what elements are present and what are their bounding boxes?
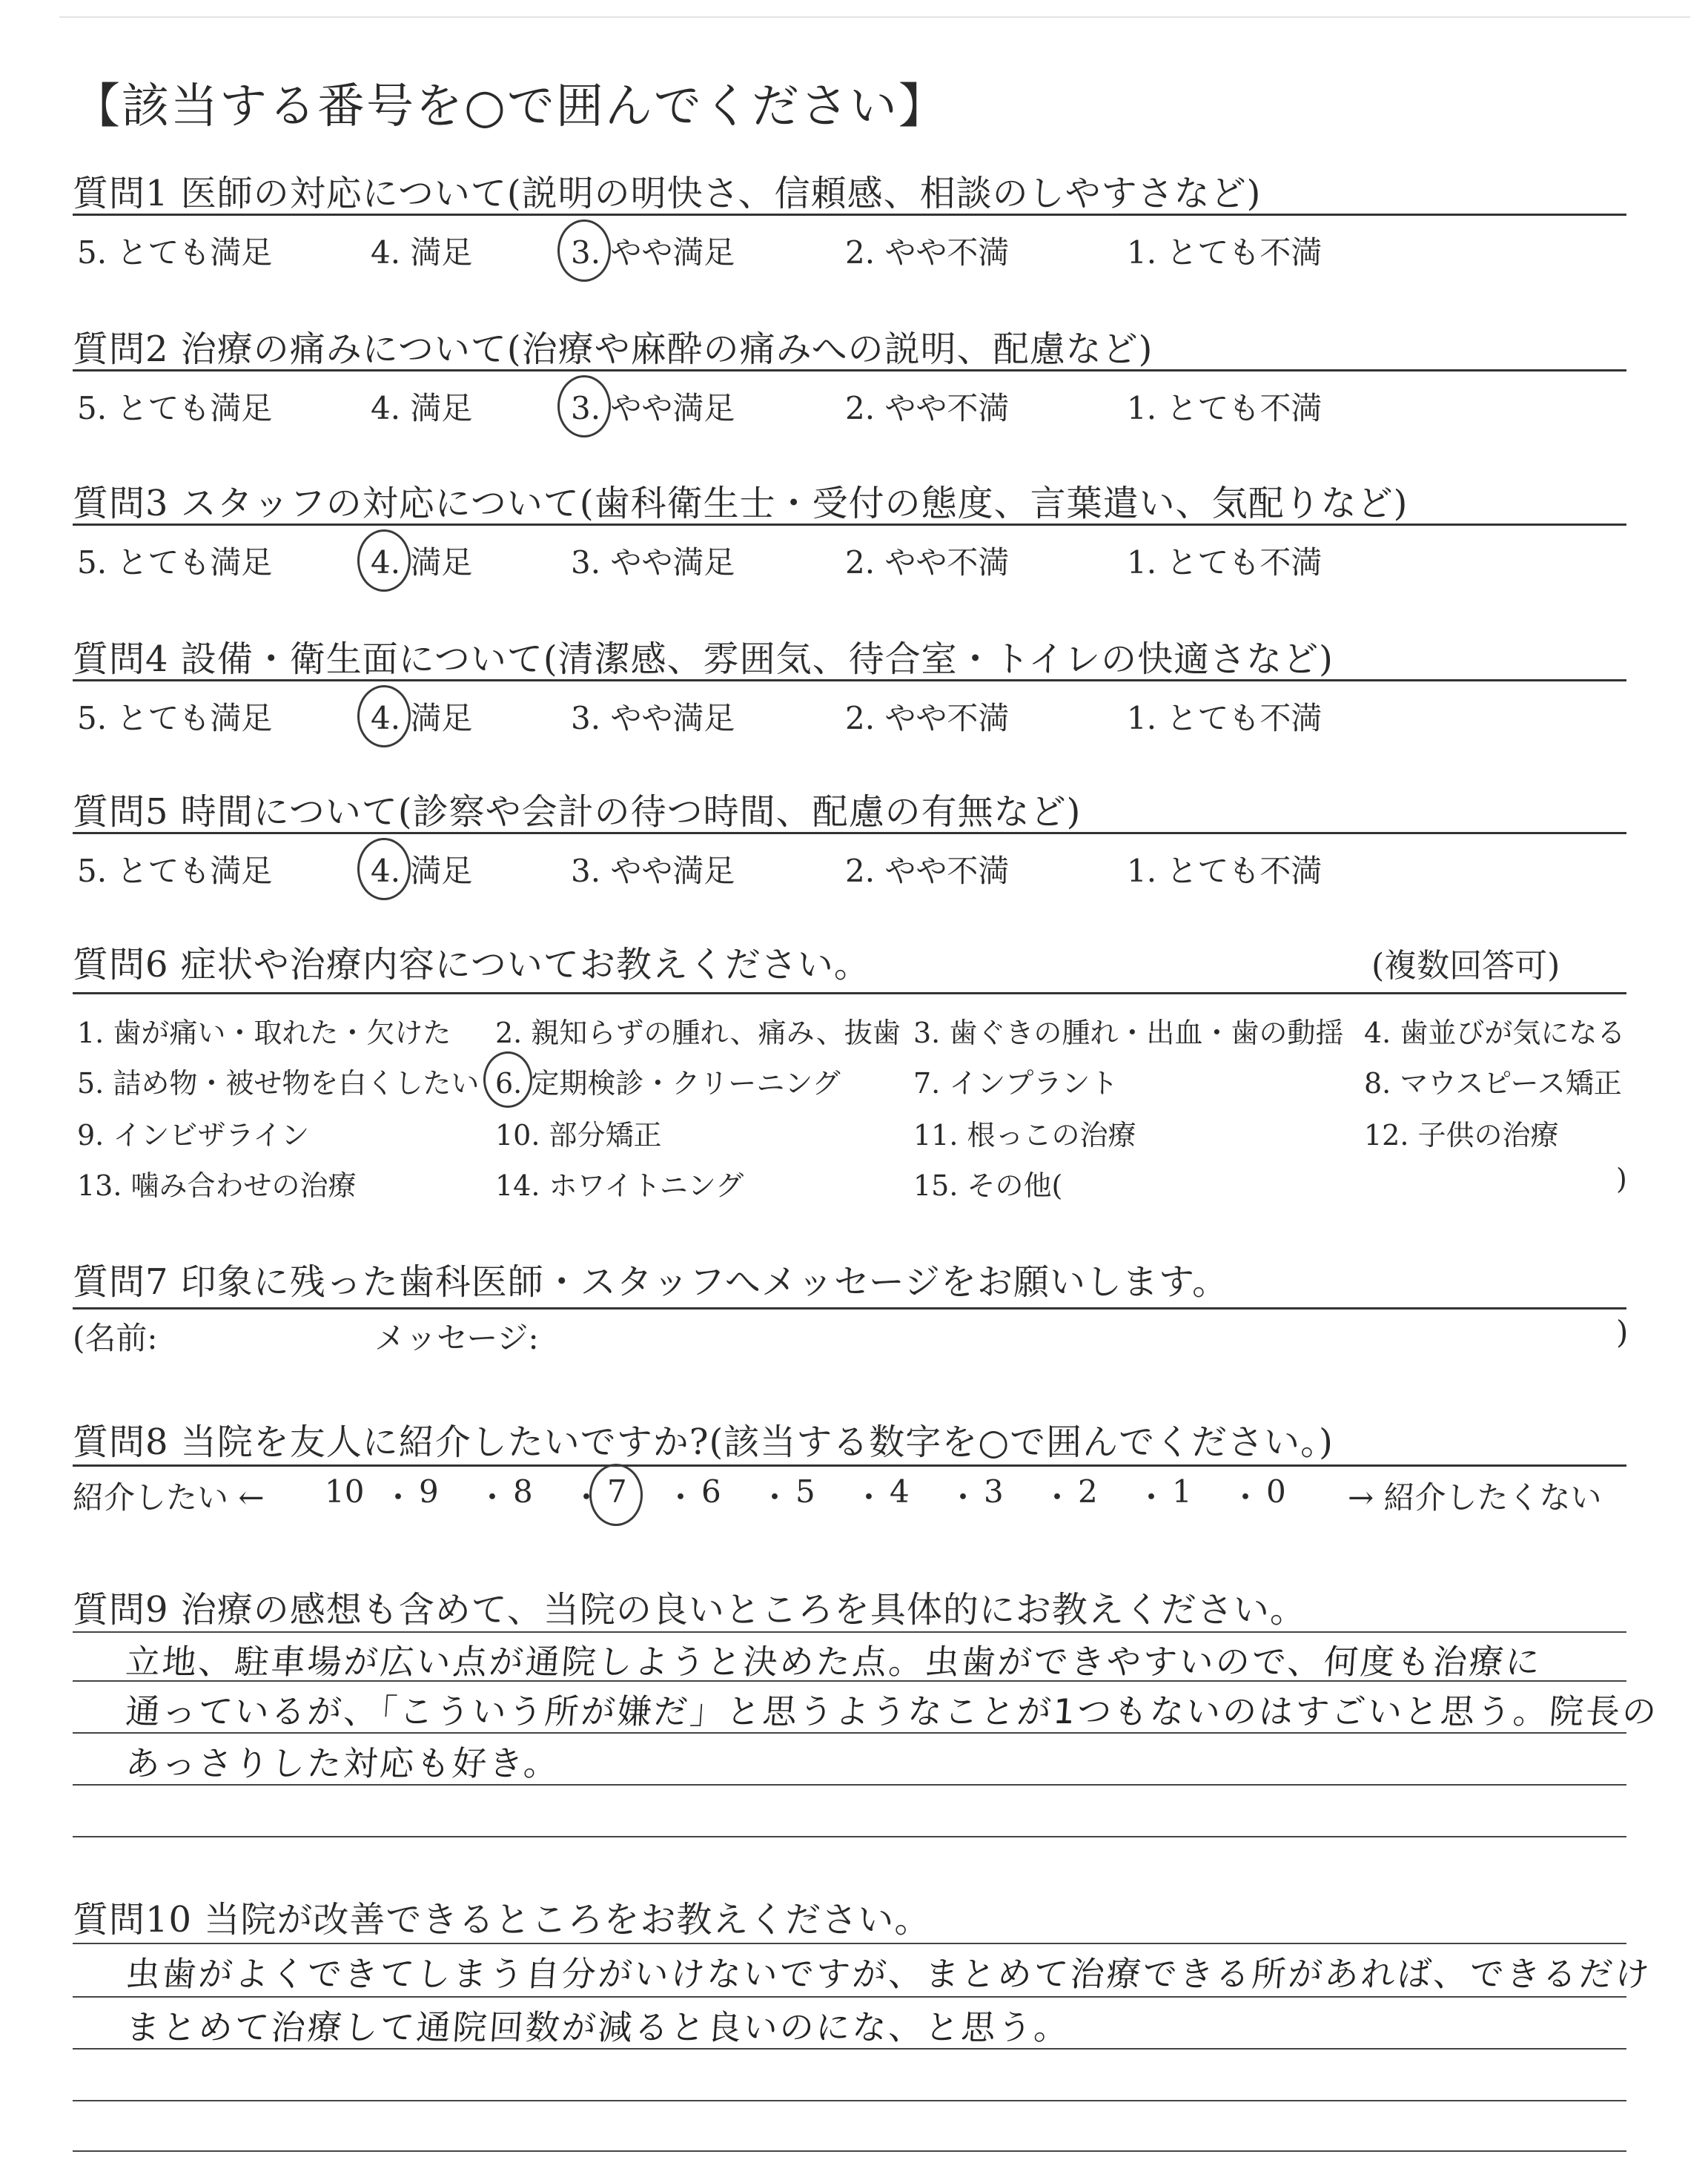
rating-option[interactable]: 3. やや満足 (571, 390, 735, 426)
rating-option[interactable]: 1. とても不満 (1127, 853, 1323, 889)
scale-separator: ・ (853, 1479, 885, 1516)
question-1-rule (73, 214, 1626, 216)
scale-number[interactable]: 8 (513, 1473, 533, 1510)
recommend-label: 紹介したい ← (73, 1479, 265, 1516)
writing-line (73, 2100, 1626, 2101)
selected-circle-mark (589, 1464, 643, 1526)
rating-option[interactable]: 5. とても満足 (77, 544, 273, 581)
handwritten-answer-line: 通っているが、「こういう所が嫌だ」と思うようなことが1つもないのはすごいと思う。院長の (124, 1691, 1660, 1731)
handwritten-answer-line: 虫歯がよくできてしまう自分がいけないですが、まとめて治療できる所があれば、できるだけ (124, 1954, 1653, 1994)
symptom-option[interactable]: 1. 歯が痛い・取れた・欠けた (77, 1017, 451, 1049)
scale-number[interactable]: 5 (795, 1473, 815, 1510)
symptom-option[interactable]: 2. 親知らずの腫れ、痛み、抜歯 (495, 1017, 901, 1049)
rating-option[interactable]: 5. とても満足 (77, 390, 273, 426)
message-close-paren: ) (1616, 1314, 1629, 1350)
scale-separator: ・ (947, 1479, 979, 1516)
symptom-option[interactable]: 3. 歯ぐきの腫れ・出血・歯の動揺 (913, 1017, 1344, 1049)
question-1-title: 質問1 医師の対応について(説明の明快さ、信頼感、相談のしやすさなど) (73, 173, 1262, 214)
scale-separator: ・ (759, 1479, 791, 1516)
question-7-rule (73, 1307, 1626, 1309)
not-recommend-label: → 紹介したくない (1348, 1479, 1602, 1516)
symptom-option[interactable]: 11. 根っこの治療 (913, 1119, 1136, 1152)
symptom-option[interactable]: 7. インプラント (913, 1067, 1119, 1100)
handwritten-answer-line: あっさりした対応も好き。 (124, 1743, 562, 1783)
scale-separator: ・ (1042, 1479, 1073, 1516)
other-close-paren: ) (1616, 1163, 1627, 1195)
writing-line (73, 2150, 1626, 2152)
rating-option[interactable]: 4. 満足 (371, 700, 473, 736)
symptom-option[interactable]: 10. 部分矯正 (495, 1119, 662, 1152)
rating-option[interactable]: 5. とても満足 (77, 234, 273, 271)
rating-option[interactable]: 4. 満足 (371, 390, 473, 426)
rating-option[interactable]: 2. やや不満 (845, 234, 1010, 271)
question-7-title: 質問7 印象に残った歯科医師・スタッフへメッセージをお願いします。 (73, 1261, 1229, 1303)
question-3-rule (73, 524, 1626, 526)
message-label: メッセージ: (374, 1320, 539, 1356)
question-6-rule (73, 992, 1626, 994)
rating-option[interactable]: 2. やや不満 (845, 853, 1010, 889)
symptom-option[interactable]: 12. 子供の治療 (1364, 1119, 1559, 1152)
rating-option[interactable]: 4. 満足 (371, 853, 473, 889)
symptom-option[interactable]: 5. 詰め物・被せ物を白くしたい (77, 1067, 480, 1100)
question-8-title: 質問8 当院を友人に紹介したいですか?(該当する数字を○で囲んでください。) (73, 1421, 1334, 1463)
question-8-rule (73, 1464, 1626, 1467)
page-top-rule (59, 16, 1690, 18)
scale-separator: ・ (665, 1479, 697, 1516)
scale-number[interactable]: 2 (1078, 1473, 1098, 1510)
symptom-option[interactable]: 15. その他( (913, 1169, 1063, 1202)
scale-separator: ・ (1230, 1479, 1262, 1516)
multiple-answers-note: (複数回答可) (1371, 947, 1560, 985)
rating-option[interactable]: 3. やや満足 (571, 853, 735, 889)
symptom-option[interactable]: 8. マウスピース矯正 (1364, 1067, 1622, 1100)
scale-separator: ・ (571, 1479, 603, 1516)
rating-option[interactable]: 5. とても満足 (77, 700, 273, 736)
symptom-option[interactable]: 4. 歯並びが気になる (1364, 1017, 1626, 1049)
question-9-title: 質問9 治療の感想も含めて、当院の良いところを具体的にお教えください。 (73, 1589, 1306, 1631)
scale-number[interactable]: 6 (701, 1473, 721, 1510)
form-header: 【該当する番号を○で囲んでください】 (73, 79, 947, 134)
rating-option[interactable]: 1. とても不満 (1127, 390, 1323, 426)
scale-number[interactable]: 10 (325, 1473, 365, 1510)
selected-circle-mark (357, 529, 411, 592)
handwritten-answer-line: まとめて治療して通院回数が減ると良いのにな、と思う。 (124, 2007, 1072, 2047)
rating-option[interactable]: 2. やや不満 (845, 544, 1010, 581)
question-2-title: 質問2 治療の痛みについて(治療や麻酔の痛みへの説明、配慮など) (73, 328, 1153, 370)
question-10-title: 質問10 当院が改善できるところをお教えください。 (73, 1899, 931, 1941)
symptom-option[interactable]: 6. 定期検診・クリーニング (495, 1067, 841, 1100)
question-5-title: 質問5 時間について(診察や会計の待つ時間、配慮の有無など) (73, 791, 1082, 833)
rating-option[interactable]: 3. やや満足 (571, 234, 735, 271)
rating-option[interactable]: 1. とても不満 (1127, 544, 1323, 581)
scale-number[interactable]: 4 (890, 1473, 910, 1510)
rating-option[interactable]: 1. とても不満 (1127, 234, 1323, 271)
question-4-title: 質問4 設備・衛生面について(清潔感、雰囲気、待合室・トイレの快適さなど) (73, 638, 1334, 680)
selected-circle-mark (557, 375, 611, 437)
scale-separator: ・ (383, 1479, 414, 1516)
selected-circle-mark (357, 838, 411, 900)
rating-option[interactable]: 4. 満足 (371, 544, 473, 581)
rating-option[interactable]: 2. やや不満 (845, 390, 1010, 426)
symptom-option[interactable]: 14. ホワイトニング (495, 1169, 744, 1202)
name-label: (名前: (73, 1320, 158, 1356)
rating-option[interactable]: 5. とても満足 (77, 853, 273, 889)
scale-number[interactable]: 0 (1266, 1473, 1286, 1510)
question-5-rule (73, 832, 1626, 834)
handwritten-answer-line: 立地、駐車場が広い点が通院しようと決めた点。虫歯ができやすいので、何度も治療に (124, 1642, 1543, 1682)
rating-option[interactable]: 4. 満足 (371, 234, 473, 271)
question-2-rule (73, 369, 1626, 371)
writing-line (73, 1631, 1626, 1633)
scale-separator: ・ (1136, 1479, 1168, 1516)
scale-number[interactable]: 7 (607, 1473, 627, 1510)
scale-number[interactable]: 9 (419, 1473, 439, 1510)
scale-number[interactable]: 1 (1172, 1473, 1192, 1510)
selected-circle-mark (483, 1051, 532, 1108)
rating-option[interactable]: 3. やや満足 (571, 544, 735, 581)
rating-option[interactable]: 3. やや満足 (571, 700, 735, 736)
scale-separator: ・ (477, 1479, 509, 1516)
question-6-title: 質問6 症状や治療内容についてお教えください。 (73, 944, 870, 985)
rating-option[interactable]: 2. やや不満 (845, 700, 1010, 736)
writing-line (73, 1996, 1626, 1998)
question-4-rule (73, 679, 1626, 681)
symptom-option[interactable]: 9. インビザライン (77, 1119, 310, 1152)
selected-circle-mark (357, 685, 411, 747)
selected-circle-mark (557, 219, 611, 282)
question-3-title: 質問3 スタッフの対応について(歯科衛生士・受付の態度、言葉遣い、気配りなど) (73, 483, 1409, 524)
writing-line (73, 1943, 1626, 1944)
symptom-option[interactable]: 13. 噛み合わせの治療 (77, 1169, 357, 1202)
writing-line (73, 1836, 1626, 1837)
rating-option[interactable]: 1. とても不満 (1127, 700, 1323, 736)
scale-number[interactable]: 3 (984, 1473, 1004, 1510)
